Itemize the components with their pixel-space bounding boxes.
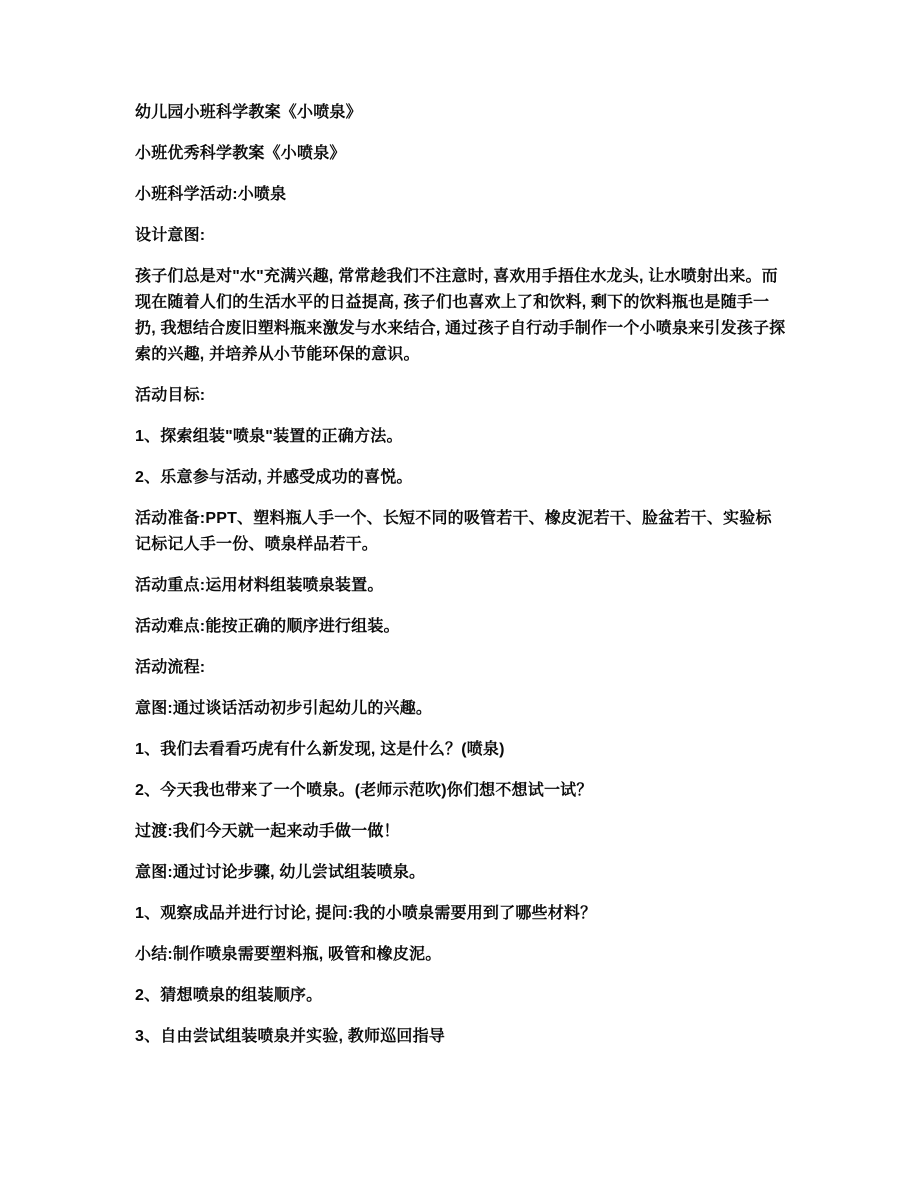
- goal-item-2: 2、乐意参与活动, 并感受成功的喜悦。: [135, 469, 413, 486]
- discussion-item-1: 1、观察成品并进行讨论, 提问:我的小喷泉需要用到了哪些材料？: [135, 905, 597, 922]
- doc-title: 幼儿园小班科学教案《小喷泉》: [135, 104, 362, 121]
- intent-line-talk: 意图:通过谈话活动初步引起幼儿的兴趣。: [135, 700, 433, 717]
- section-label-goals: 活动目标:: [135, 387, 206, 404]
- goal-item-1: 1、探索组装"喷泉"装置的正确方法。: [135, 428, 403, 445]
- discussion-item-2: 2、猜想喷泉的组装顺序。: [135, 987, 323, 1004]
- transition-line: 过渡:我们今天就一起来动手做一做！: [135, 823, 400, 840]
- discussion-item-3: 3、自由尝试组装喷泉并实验, 教师巡回指导: [135, 1028, 445, 1045]
- activity-name-line: 小班科学活动:小喷泉: [135, 186, 287, 203]
- section-label-design-intent: 设计意图:: [135, 227, 206, 244]
- process-item-2: 2、今天我也带来了一个喷泉。(老师示范吹)你们想不想试一试？: [135, 782, 593, 799]
- process-item-1: 1、我们去看看巧虎有什么新发现, 这是什么？(喷泉): [135, 741, 505, 758]
- section-label-process: 活动流程:: [135, 659, 206, 676]
- paragraph-difficulty: 活动难点:能按正确的顺序进行组装。: [135, 618, 400, 635]
- intent-line-discuss: 意图:通过讨论步骤, 幼儿尝试组装喷泉。: [135, 864, 426, 881]
- doc-subtitle: 小班优秀科学教案《小喷泉》: [135, 145, 346, 162]
- paragraph-key-point: 活动重点:运用材料组装喷泉装置。: [135, 577, 384, 594]
- paragraph-preparation: 活动准备:PPT、塑料瓶人手一个、长短不同的吸管若干、橡皮泥若干、脸盆若干、实验标记标记人手一份、喷泉样品若干。: [135, 510, 772, 553]
- paragraph-design-intent: 孩子们总是对"水"充满兴趣, 常常趁我们不注意时, 喜欢用手捂住水龙头, 让水喷射出来。而现在随着人们的生活水平的日益提高, 孩子们也喜欢上了和饮料, 剩下的饮料瓶也是随手一扔, 我想结合废旧塑料瓶来激发与水来结合, 通过孩子自行动手制作一个小喷泉来引发孩子探索的兴趣, 并培养从小节能环保的意识。: [135, 268, 786, 363]
- summary-line: 小结:制作喷泉需要塑料瓶, 吸管和橡皮泥。: [135, 946, 442, 963]
